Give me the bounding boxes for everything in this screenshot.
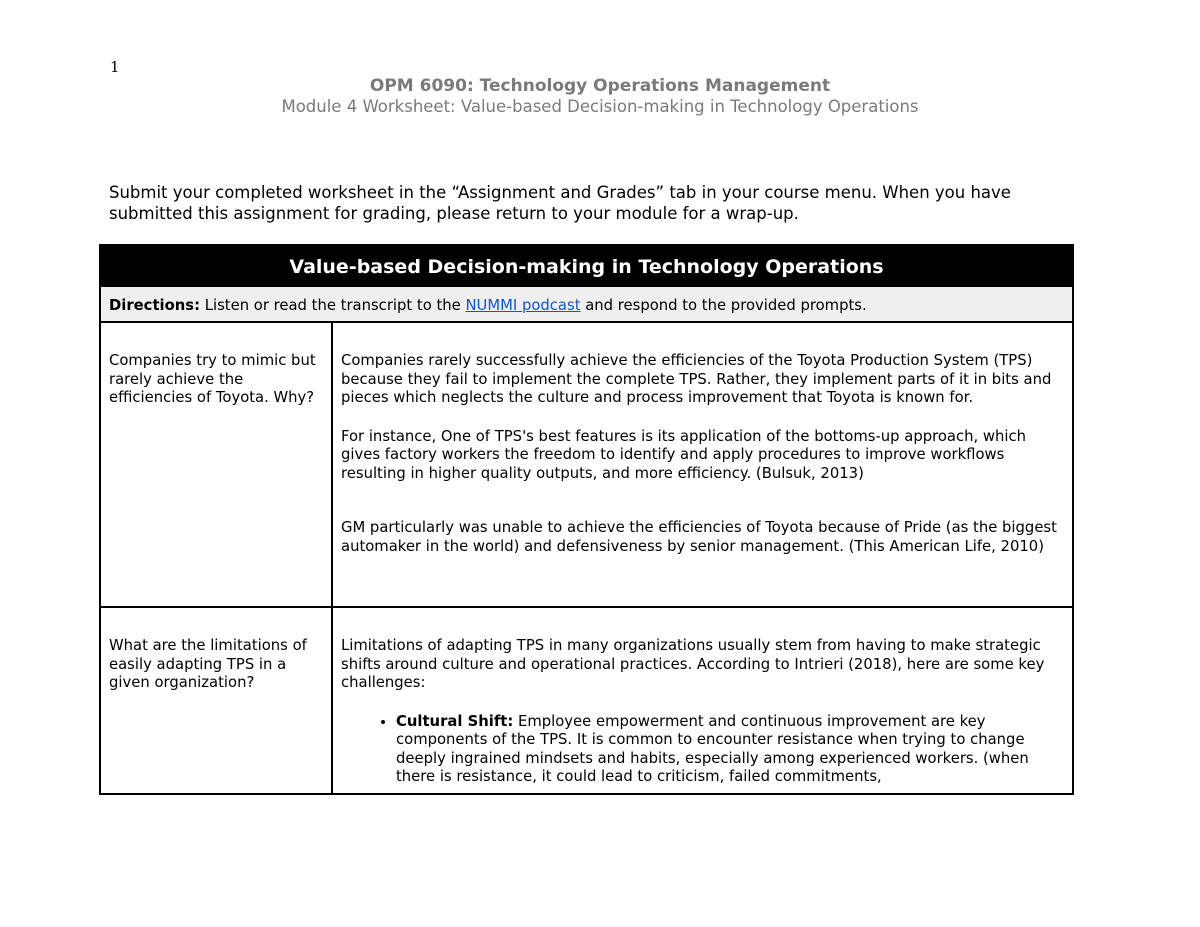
- list-item: [396, 713, 1064, 787]
- challenges-list: [341, 713, 1064, 787]
- course-title: OPM 6090: Technology Operations Management: [369, 76, 831, 96]
- directions-row: [101, 287, 1072, 323]
- question-cell: [101, 608, 333, 795]
- bullet-text: Employee empowerment and continuous improvement are key components of the TPS. It is common to encounter resistance when trying to change deeply ingrained mindsets and habits, especially among experienced workers. (when there is resistance, it could lead to criticism, failed commitments,: [396, 712, 1029, 785]
- directions-label: Directions:: [109, 297, 201, 314]
- question-text: Companies try to mimic but rarely achieve the efficiencies of Toyota. Why?: [109, 352, 316, 406]
- question-cell: [101, 323, 333, 606]
- answer-paragraph: For instance, One of TPS's best features is its application of the bottoms-up approach, which gives factory workers the freedom to identify and apply procedures to improve workflows resulting in higher quality outputs, and more efficiency. (Bulsuk, 2013): [341, 427, 1027, 482]
- answer-cell[interactable]: [333, 323, 1072, 606]
- module-title: Module 4 Worksheet: Value-based Decision-making in Technology Operations: [281, 97, 919, 116]
- bullet-label: Cultural Shift:: [396, 712, 514, 730]
- table-title: Value-based Decision-making in Technology Operations: [101, 246, 1072, 287]
- page-number: 1: [110, 58, 120, 76]
- table-row: [101, 608, 1072, 795]
- answer-paragraph: GM particularly was unable to achieve the efficiencies of Toyota because of Pride (as the biggest automaker in the world) and defensiveness by senior management. (This American Life, 2010): [341, 519, 1057, 555]
- directions-text-after: and respond to the provided prompts.: [580, 297, 867, 314]
- submission-instructions: Submit your completed worksheet in the “Assignment and Grades” tab in your course menu. When you have submitted this assignment for grading, please return to your module for a wrap-up.: [109, 183, 1011, 223]
- question-text: What are the limitations of easily adapting TPS in a given organization?: [109, 637, 307, 691]
- table-row: [101, 323, 1072, 608]
- document-header: [0, 76, 1200, 118]
- answer-cell[interactable]: [333, 608, 1072, 795]
- directions-text-before: Listen or read the transcript to the: [200, 297, 466, 314]
- answer-paragraph: Limitations of adapting TPS in many organizations usually stem from having to make strategic shifts around culture and operational practices. According to Intrieri (2018), here are some key challenges:: [341, 637, 1045, 691]
- answer-paragraph: Companies rarely successfully achieve the efficiencies of the Toyota Production System (TPS) because they fail to implement the complete TPS. Rather, they implement parts of it in bits and pieces which neglects the culture and process improvement that Toyota is known for.: [341, 352, 1052, 406]
- nummi-podcast-link[interactable]: NUMMI podcast: [465, 297, 581, 314]
- worksheet-table: [99, 244, 1074, 795]
